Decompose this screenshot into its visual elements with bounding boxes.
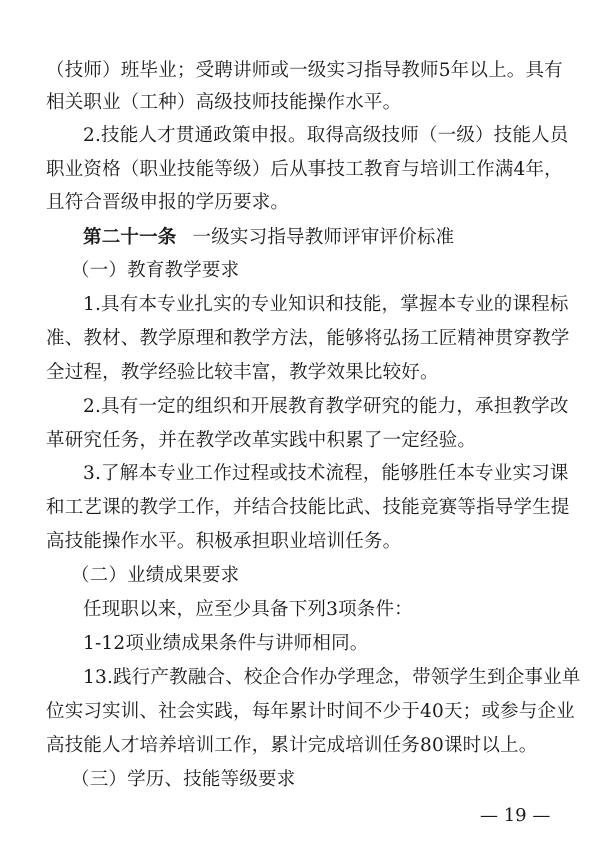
article-heading <box>83 225 454 251</box>
article-label: 第二十一条 <box>83 227 177 248</box>
paragraph-start: 2.具有一定的组织和开展教育教学研究的能力，承担教学改 <box>83 396 569 417</box>
text-line: 准、教材、教学原理和教学方法，能够将弘扬工匠精神贯穿教学 <box>46 328 570 349</box>
paragraph-start: 13.践行产教融合、校企合作办学理念，带领学生到企事业单 <box>83 667 581 688</box>
text-line: 和工艺课的教学工作，并结合技能比武、技能竞赛等指导学生提 <box>46 497 570 518</box>
paragraph-start: 2.技能人才贯通政策申报。取得高级技师（一级）技能人员 <box>83 125 569 146</box>
text-line: 且符合晋级申报的学历要求。 <box>46 192 290 213</box>
section-heading: （一）教育教学要求 <box>71 260 240 281</box>
text-line: 任现职以来，应至少具备下列3项条件： <box>83 599 413 620</box>
article-title: 一级实习指导教师评审评价标准 <box>192 227 455 248</box>
text-line: 职业资格（职业技能等级）后从事技工教育与培训工作满4年， <box>46 159 563 180</box>
text-line: 高技能人才培养培训工作，累计完成培训任务80课时以上。 <box>46 735 538 756</box>
text-line: 位实习实训、社会实践，每年累计时间不少于40天；或参与企业 <box>46 701 575 722</box>
paragraph-start: 3.了解本专业工作过程或技术流程，能够胜任本专业实习课 <box>83 463 569 484</box>
text-line: 相关职业（工种）高级技师技能操作水平。 <box>46 92 402 113</box>
text-line: 革研究任务，并在教学改革实践中积累了一定经验。 <box>46 430 477 451</box>
text-line: 高技能操作水平。积极承担职业培训任务。 <box>46 531 402 552</box>
section-heading: （三）学历、技能等级要求 <box>71 769 296 790</box>
paragraph-start: 1.具有本专业扎实的专业知识和技能，掌握本专业的课程标 <box>83 294 569 315</box>
text-line: （技师）班毕业；受聘讲师或一级实习指导教师5年以上。具有 <box>46 60 563 81</box>
text-line: 全过程，教学经验比较丰富，教学效果比较好。 <box>46 362 439 383</box>
page-number: — 19 — <box>480 805 551 826</box>
text-line: 1-12项业绩成果条件与讲师相同。 <box>83 633 369 654</box>
section-heading: （二）业绩成果要求 <box>71 565 240 586</box>
